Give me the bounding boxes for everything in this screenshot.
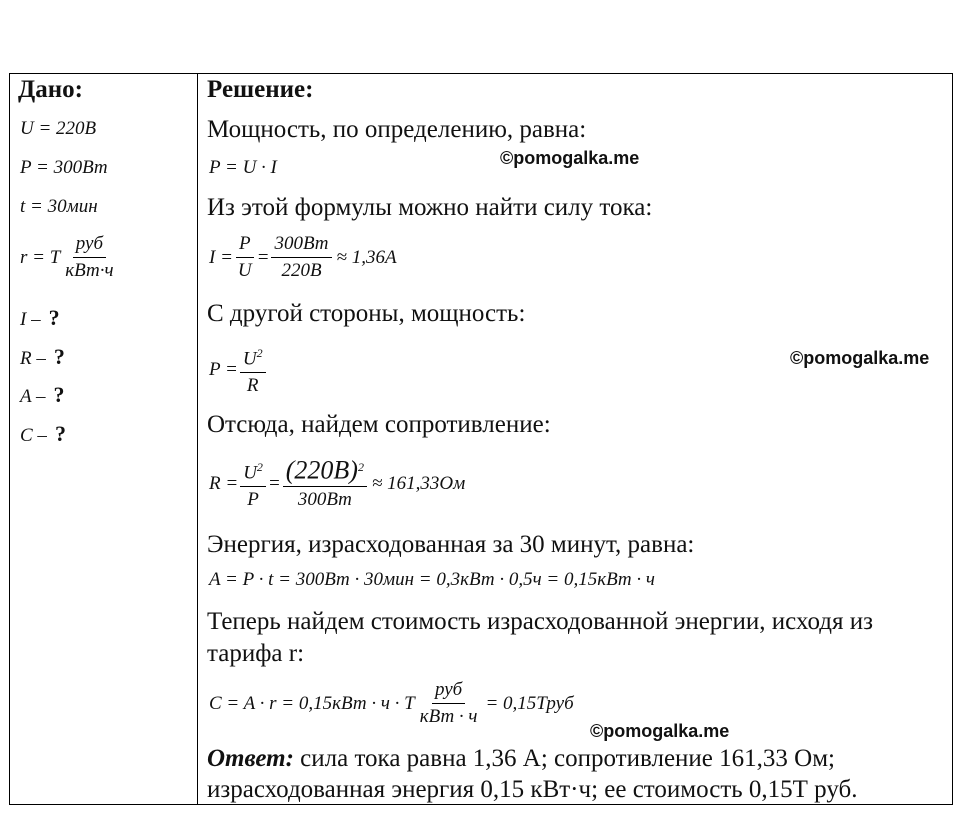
f3-num-base: U bbox=[242, 348, 257, 370]
column-divider bbox=[197, 74, 198, 804]
given-header: Дано: bbox=[18, 76, 83, 103]
find-cost-label: C – bbox=[20, 425, 47, 446]
f4-n2 bbox=[283, 455, 367, 487]
solution-line-2: Из этой формулы можно найти силу тока: bbox=[207, 194, 653, 221]
f4-d2: 300Вт bbox=[297, 489, 352, 511]
given-tariff-lhs: r = T bbox=[20, 246, 61, 268]
f4-n1-base: U bbox=[243, 462, 257, 484]
find-resistance bbox=[20, 344, 65, 370]
f4-lhs: R = bbox=[209, 472, 239, 494]
formula-resistance bbox=[209, 455, 465, 512]
formula-power: P = U · I bbox=[209, 157, 277, 178]
find-resistance-label: R – bbox=[20, 348, 46, 369]
solution-line-6b: тарифа r: bbox=[207, 640, 305, 667]
formula-energy: A = P · t = 300Вт · 30мин = 0,3кВт · 0,5ч = 0,15кВт · ч bbox=[209, 569, 655, 590]
f2-frac1 bbox=[235, 232, 255, 283]
f6-num: руб bbox=[432, 678, 465, 704]
f4-frac1 bbox=[240, 455, 266, 512]
find-resistance-q: ? bbox=[53, 344, 65, 369]
f2-d2: 220В bbox=[281, 260, 322, 281]
solution-line-5: Энергия, израсходованная за 30 минут, равна: bbox=[207, 531, 695, 558]
f4-n2-base: (220В) bbox=[285, 455, 358, 485]
watermark-1: ©pomogalka.me bbox=[500, 148, 640, 168]
f3-num bbox=[240, 341, 266, 373]
find-current-q: ? bbox=[48, 305, 60, 330]
f3-num-exp: 2 bbox=[256, 346, 263, 360]
f4-d1: P bbox=[247, 489, 259, 511]
solution-header: Решение: bbox=[207, 76, 314, 103]
find-current bbox=[20, 305, 60, 331]
find-energy-label: A – bbox=[20, 386, 46, 407]
watermark-2: ©pomogalka.me bbox=[790, 348, 930, 368]
given-voltage: U = 220В bbox=[20, 118, 97, 139]
f2-d1: U bbox=[237, 260, 252, 281]
f2-n1: P bbox=[236, 232, 254, 258]
answer-line-2: израсходованная энергия 0,15 кВт·ч; ее стоимость 0,15Т руб. bbox=[207, 776, 858, 803]
answer-label: Ответ: bbox=[207, 745, 294, 772]
find-energy bbox=[20, 382, 65, 408]
formula-cost bbox=[209, 678, 574, 729]
find-current-label: I – bbox=[20, 309, 41, 330]
f3-lhs: P = bbox=[209, 358, 238, 380]
given-tariff-denominator: кВт·ч bbox=[65, 260, 114, 281]
f2-frac2 bbox=[271, 232, 331, 283]
solution-line-1: Мощность, по определению, равна: bbox=[207, 116, 587, 143]
f2-eq: = bbox=[256, 246, 270, 268]
given-tariff bbox=[20, 232, 119, 283]
find-cost bbox=[20, 421, 66, 447]
formula-power-alt bbox=[209, 341, 268, 398]
given-time: t = 30мин bbox=[20, 196, 98, 217]
f3-den: R bbox=[246, 375, 259, 397]
f6-den: кВт · ч bbox=[419, 706, 478, 727]
f2-lhs: I = bbox=[209, 246, 233, 268]
answer-text-1: сила тока равна 1,36 А; сопротивление 161,33 Ом; bbox=[293, 745, 835, 772]
given-power: P = 300Вт bbox=[20, 157, 108, 178]
f3-frac bbox=[240, 341, 266, 398]
given-tariff-fraction bbox=[62, 232, 116, 283]
answer-line-1 bbox=[207, 745, 835, 773]
f4-n1-exp: 2 bbox=[256, 460, 263, 474]
f4-n1 bbox=[240, 455, 266, 487]
f6-res: = 0,15Труб bbox=[485, 692, 574, 714]
f2-n2: 300Вт bbox=[271, 232, 331, 258]
formula-current bbox=[209, 232, 397, 283]
solution-line-4: Отсюда, найдем сопротивление: bbox=[207, 411, 551, 438]
given-tariff-numerator: руб bbox=[73, 232, 106, 258]
f2-res: ≈ 1,36A bbox=[336, 246, 397, 268]
f4-eq: = bbox=[267, 472, 281, 494]
f4-frac2 bbox=[283, 455, 367, 512]
f6-frac bbox=[417, 678, 481, 729]
watermark-3: ©pomogalka.me bbox=[590, 721, 730, 741]
solution-line-3: С другой стороны, мощность: bbox=[207, 300, 526, 327]
f6-lhs: C = A · r = 0,15кВт · ч · T bbox=[209, 692, 415, 714]
f4-n2-exp: 2 bbox=[357, 460, 364, 474]
f4-res: ≈ 161,33Ом bbox=[371, 472, 466, 494]
find-energy-q: ? bbox=[53, 382, 65, 407]
solution-line-6a: Теперь найдем стоимость израсходованной энергии, исходя из bbox=[207, 608, 874, 635]
find-cost-q: ? bbox=[54, 421, 66, 446]
